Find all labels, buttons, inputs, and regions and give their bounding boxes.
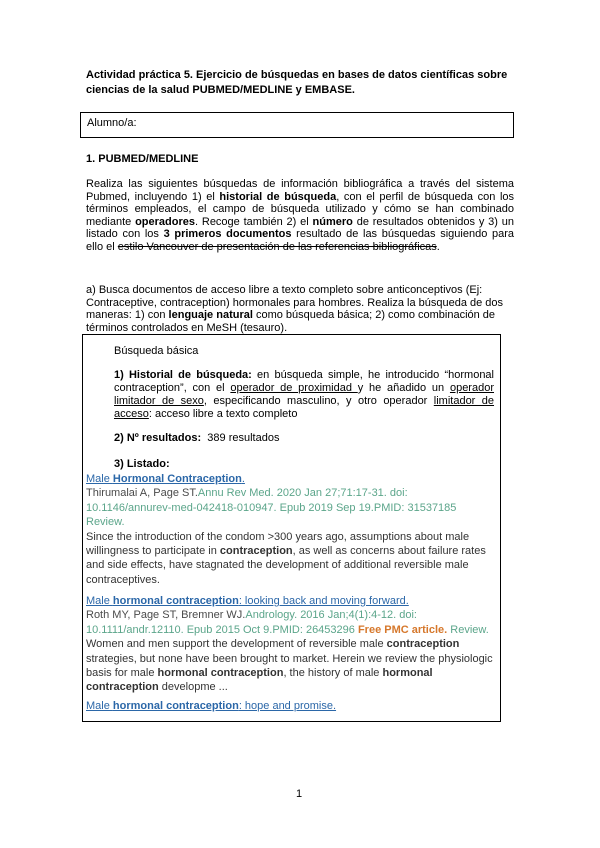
- instructions-paragraph: Realiza las siguientes búsquedas de información bibliográfica a través del sistema Pubmed, incluyendo 1) el historial de búsqueda, con el perfil de búsqueda con los términos empleados, el campo de búsqueda utilizado y cómo se han combinado mediante operadores. Recoge también 2) el número de resultados obtenidos y 3) un listado con los 3 primeros documentos resultado de las búsquedas siguiendo para ello el estilo Vancouver de presentación de las referencias bibliográficas.: [86, 178, 515, 253]
- reference-title-link[interactable]: Male hormonal contraception: hope and promise.: [86, 700, 337, 712]
- reference-title-link[interactable]: Male hormonal contraception: looking back and moving forward.: [86, 595, 409, 607]
- page-title: Actividad práctica 5. Ejercicio de búsquedas en bases de datos científicas sobre ciencias de la salud PUBMED/MEDLINE y EMBASE.: [86, 69, 508, 96]
- search-history: 1) Historial de búsqueda: en búsqueda simple, he introducido “hormonal contraception”, con el operador de proximidad y he añadido un operador limitador de sexo, especificando masculino, y otro operador limitador de acceso: acceso libre a texto completo: [114, 369, 495, 420]
- free-pmc-badge: Free PMC article.: [357, 623, 448, 636]
- student-name-label: Alumno/a:: [87, 117, 137, 129]
- answer-heading: Búsqueda básica: [114, 345, 199, 357]
- listado-label: 3) Listado:: [114, 458, 170, 470]
- results-count: 2) Nº resultados: 389 resultados: [114, 432, 280, 444]
- reference-item: [86, 699, 494, 713]
- exercise-a-paragraph: a) Busca documentos de acceso libre a texto completo sobre anticonceptivos (Ej: Contraceptive, contraception) hormonales para hombres. Realiza la búsqueda de dos maneras: 1) con lenguaje natural como búsqueda básica; 2) como combinación de términos controlados en MeSH (tesauro).: [86, 284, 504, 334]
- reference-item: Male Hormonal Contraception. Thirumalai A, Page ST.Annu Rev Med. 2020 Jan 27;71:17-31. doi: 10.1146/annurev-med-042418-010947. Epub 2019 Sep 19.PMID: 31537185 Review. Since the introduction of the condom >300 years ago, assumptions about male willingness to participate in contraception, as well as concerns about failure rates and side effects, have stagnated the development of additional reversible male contraceptives.: [86, 473, 486, 586]
- page-number: 1: [296, 788, 303, 800]
- section-heading: 1. PUBMED/MEDLINE: [86, 153, 199, 165]
- student-name-field[interactable]: [80, 112, 514, 138]
- reference-item: Male hormonal contraception: looking back and moving forward. Roth MY, Page ST, Bremner WJ.Andrology. 2016 Jan;4(1):4-12. doi: 10.1111/andr.12110. Epub 2015 Oct 9.PMID: 26453296 Free PMC article. Review. Women and men support the development of reversible male contraception strategies, but none have been brought to market. Herein we review the physiologic basis for male hormonal contraception, the history of male hormonal contraception developme ...: [86, 595, 493, 694]
- reference-title-link[interactable]: Male Hormonal Contraception.: [86, 473, 245, 485]
